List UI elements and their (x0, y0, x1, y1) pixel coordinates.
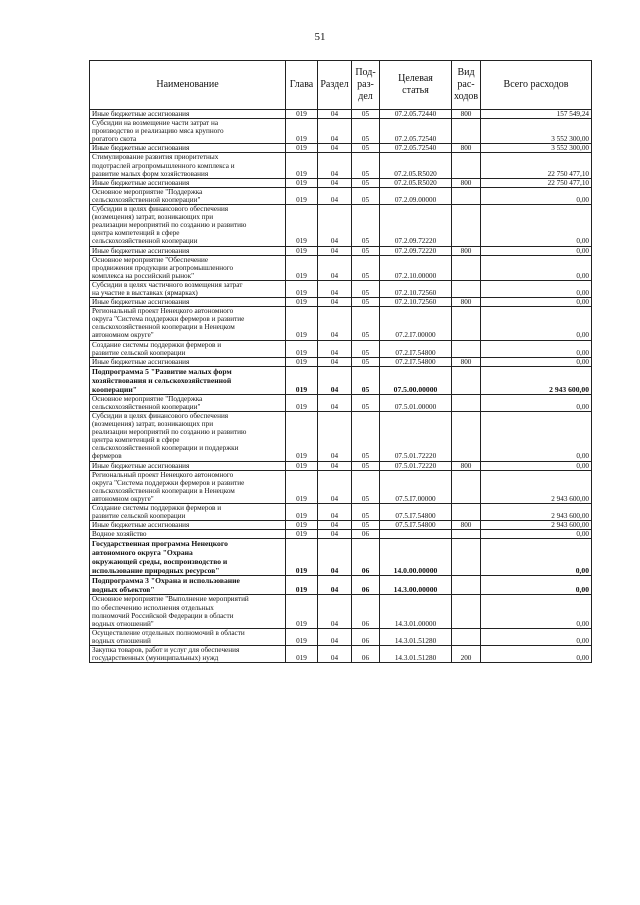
row-razdel: 04 (318, 412, 352, 462)
row-razdel: 04 (318, 470, 352, 503)
table-row (90, 340, 592, 357)
row-name: Иные бюджетные ассигнования (90, 298, 286, 307)
row-razdel: 04 (318, 366, 352, 394)
row-tselevaya-statya: 07.2.09.72220 (380, 205, 452, 246)
row-name: Создание системы поддержки фермеров и развитие сельской кооперации (90, 340, 286, 357)
row-tselevaya-statya: 14.3.01.51280 (380, 645, 452, 662)
row-vid-raskhodov (452, 205, 481, 246)
row-glava: 019 (286, 366, 318, 394)
row-razdel: 04 (318, 576, 352, 595)
table-row (90, 539, 592, 576)
row-total: 0,00 (481, 340, 592, 357)
row-vid-raskhodov: 200 (452, 645, 481, 662)
row-vid-raskhodov (452, 504, 481, 521)
row-name: Основное мероприятие "Поддержка сельскохозяйственной кооперации" (90, 394, 286, 411)
row-vid-raskhodov (452, 307, 481, 340)
row-total: 0,00 (481, 645, 592, 662)
header-tselevaya-statya: Целевая статья (380, 61, 452, 110)
row-razdel: 04 (318, 280, 352, 297)
row-total: 157 549,24 (481, 110, 592, 119)
row-tselevaya-statya: 14.3.01.00000 (380, 595, 452, 628)
row-razdel: 04 (318, 539, 352, 576)
row-podrazdel: 06 (352, 539, 380, 576)
row-name: Субсидии в целях частичного возмещения затрат на участие в выставках (ярмарках) (90, 280, 286, 297)
row-vid-raskhodov (452, 539, 481, 576)
row-name: Субсидии в целях финансового обеспечения (возмещения) затрат, возникающих при реализации мероприятий по созданию и развитию центра компетенций в сфере сельскохозяйственной кооперации (90, 205, 286, 246)
row-glava: 019 (286, 110, 318, 119)
table-row (90, 205, 592, 246)
row-razdel: 04 (318, 521, 352, 530)
table-row (90, 645, 592, 662)
row-podrazdel: 05 (352, 110, 380, 119)
row-total: 0,00 (481, 187, 592, 204)
row-vid-raskhodov (452, 576, 481, 595)
row-total: 0,00 (481, 461, 592, 470)
row-razdel: 04 (318, 205, 352, 246)
row-glava: 019 (286, 357, 318, 366)
row-total: 0,00 (481, 412, 592, 462)
row-glava: 019 (286, 576, 318, 595)
row-total: 3 552 300,00 (481, 119, 592, 144)
row-razdel: 04 (318, 144, 352, 153)
row-total: 22 750 477,10 (481, 178, 592, 187)
row-razdel: 04 (318, 595, 352, 628)
row-vid-raskhodov (452, 119, 481, 144)
row-razdel: 04 (318, 461, 352, 470)
row-vid-raskhodov (452, 366, 481, 394)
row-name: Основное мероприятие "Обеспечение продвижения продукции агропромышленного комплекса на российский рынок" (90, 255, 286, 280)
row-vid-raskhodov (452, 470, 481, 503)
row-vid-raskhodov: 800 (452, 521, 481, 530)
row-razdel: 04 (318, 298, 352, 307)
row-name: Региональный проект Ненецкого автономного округа "Система поддержки фермеров и развитие сельскохозяйственной кооперации в Ненецком автономном округе" (90, 470, 286, 503)
row-razdel: 04 (318, 307, 352, 340)
row-vid-raskhodov (452, 394, 481, 411)
row-vid-raskhodov: 800 (452, 357, 481, 366)
row-total: 0,00 (481, 628, 592, 645)
row-podrazdel: 05 (352, 340, 380, 357)
row-tselevaya-statya: 07.2.05.72540 (380, 119, 452, 144)
table-row (90, 110, 592, 119)
row-tselevaya-statya: 07.2.10.72560 (380, 280, 452, 297)
row-name: Иные бюджетные ассигнования (90, 246, 286, 255)
row-total: 0,00 (481, 595, 592, 628)
row-podrazdel: 05 (352, 298, 380, 307)
row-total: 0,00 (481, 394, 592, 411)
row-podrazdel: 05 (352, 280, 380, 297)
row-name: Региональный проект Ненецкого автономного округа "Система поддержки фермеров и развитие сельскохозяйственной кооперации в Ненецком автономном округе" (90, 307, 286, 340)
row-razdel: 04 (318, 246, 352, 255)
page-number: 51 (314, 31, 326, 43)
row-name: Осуществление отдельных полномочий в области водных отношений (90, 628, 286, 645)
row-total: 0,00 (481, 255, 592, 280)
row-glava: 019 (286, 255, 318, 280)
row-razdel: 04 (318, 530, 352, 539)
row-total: 0,00 (481, 307, 592, 340)
row-total: 2 943 600,00 (481, 366, 592, 394)
row-podrazdel: 05 (352, 153, 380, 178)
row-tselevaya-statya: 14.0.00.00000 (380, 539, 452, 576)
row-name: Водное хозяйство (90, 530, 286, 539)
row-glava: 019 (286, 470, 318, 503)
header-total: Всего расходов (481, 61, 592, 110)
row-podrazdel: 05 (352, 205, 380, 246)
row-podrazdel: 06 (352, 530, 380, 539)
row-razdel: 04 (318, 340, 352, 357)
row-glava: 019 (286, 280, 318, 297)
row-tselevaya-statya: 07.5.I7.00000 (380, 470, 452, 503)
header-name: Наименование (90, 61, 286, 110)
table-row (90, 461, 592, 470)
row-razdel: 04 (318, 110, 352, 119)
table-row (90, 394, 592, 411)
row-tselevaya-statya: 07.2.10.72560 (380, 298, 452, 307)
row-glava: 019 (286, 628, 318, 645)
row-podrazdel: 05 (352, 187, 380, 204)
table-row (90, 366, 592, 394)
row-vid-raskhodov: 800 (452, 110, 481, 119)
row-glava: 019 (286, 461, 318, 470)
row-name: Субсидии на возмещение части затрат на производство и реализацию мяса крупного рогатого скота (90, 119, 286, 144)
table-row (90, 521, 592, 530)
row-name: Иные бюджетные ассигнования (90, 178, 286, 187)
row-glava: 019 (286, 394, 318, 411)
budget-table (89, 60, 592, 663)
table-header-row (90, 61, 592, 110)
row-razdel: 04 (318, 504, 352, 521)
row-total: 0,00 (481, 576, 592, 595)
row-total: 0,00 (481, 530, 592, 539)
row-vid-raskhodov: 800 (452, 178, 481, 187)
table-row (90, 470, 592, 503)
row-name: Стимулирование развития приоритетных подотраслей агропромышленного комплекса и развитие малых форм хозяйствования (90, 153, 286, 178)
row-tselevaya-statya: 07.2.05.72540 (380, 144, 452, 153)
row-vid-raskhodov (452, 340, 481, 357)
row-glava: 019 (286, 530, 318, 539)
table-row (90, 412, 592, 462)
row-name: Иные бюджетные ассигнования (90, 357, 286, 366)
header-glava: Глава (286, 61, 318, 110)
row-tselevaya-statya: 07.5.01.72220 (380, 461, 452, 470)
row-razdel: 04 (318, 178, 352, 187)
row-vid-raskhodov: 800 (452, 298, 481, 307)
table-row (90, 280, 592, 297)
row-vid-raskhodov (452, 153, 481, 178)
row-glava: 019 (286, 298, 318, 307)
row-tselevaya-statya: 07.5.I7.54800 (380, 521, 452, 530)
row-tselevaya-statya: 14.3.01.51280 (380, 628, 452, 645)
row-glava: 019 (286, 119, 318, 144)
row-tselevaya-statya: 07.2.10.00000 (380, 255, 452, 280)
table-row (90, 595, 592, 628)
row-podrazdel: 05 (352, 504, 380, 521)
table-row (90, 357, 592, 366)
row-razdel: 04 (318, 119, 352, 144)
row-vid-raskhodov: 800 (452, 461, 481, 470)
row-name: Субсидии в целях финансового обеспечения (возмещения) затрат, возникающих при реализации мероприятий по созданию и развитию центра компетенций в сфере сельскохозяйственной кооперации и поддержки фермеров (90, 412, 286, 462)
row-razdel: 04 (318, 357, 352, 366)
row-name: Основное мероприятие "Поддержка сельскохозяйственной кооперации" (90, 187, 286, 204)
table-row (90, 178, 592, 187)
row-name: Государственная программа Ненецкого автономного округа "Охрана окружающей среды, воспроизводство и использование природных ресурсов" (90, 539, 286, 576)
row-name: Подпрограмма 5 "Развитие малых форм хозяйствования и сельскохозяйственной кооперации" (90, 366, 286, 394)
row-podrazdel: 06 (352, 576, 380, 595)
row-glava: 019 (286, 539, 318, 576)
row-podrazdel: 05 (352, 394, 380, 411)
row-total: 0,00 (481, 298, 592, 307)
row-tselevaya-statya: 07.2.05.R5020 (380, 153, 452, 178)
row-podrazdel: 06 (352, 595, 380, 628)
row-name: Подпрограмма 3 "Охрана и использование водных объектов" (90, 576, 286, 595)
row-name: Иные бюджетные ассигнования (90, 144, 286, 153)
row-glava: 019 (286, 521, 318, 530)
table-row (90, 153, 592, 178)
table-body (90, 110, 592, 663)
row-name: Иные бюджетные ассигнования (90, 110, 286, 119)
row-glava: 019 (286, 187, 318, 204)
row-tselevaya-statya: 07.5.01.00000 (380, 394, 452, 411)
row-podrazdel: 06 (352, 645, 380, 662)
row-podrazdel: 05 (352, 366, 380, 394)
table-row (90, 628, 592, 645)
row-vid-raskhodov (452, 255, 481, 280)
table-row (90, 576, 592, 595)
row-razdel: 04 (318, 394, 352, 411)
header-vid-raskhodov: Вид рас- ходов (452, 61, 481, 110)
row-total: 22 750 477,10 (481, 153, 592, 178)
row-glava: 019 (286, 246, 318, 255)
row-total: 0,00 (481, 205, 592, 246)
row-vid-raskhodov (452, 280, 481, 297)
row-name: Создание системы поддержки фермеров и развитие сельской кооперации (90, 504, 286, 521)
row-razdel: 04 (318, 153, 352, 178)
row-glava: 019 (286, 205, 318, 246)
row-razdel: 04 (318, 645, 352, 662)
row-podrazdel: 05 (352, 178, 380, 187)
row-razdel: 04 (318, 187, 352, 204)
row-podrazdel: 06 (352, 628, 380, 645)
row-total: 0,00 (481, 357, 592, 366)
row-podrazdel: 05 (352, 255, 380, 280)
row-tselevaya-statya: 07.2.09.72220 (380, 246, 452, 255)
row-glava: 019 (286, 153, 318, 178)
row-vid-raskhodov (452, 628, 481, 645)
row-glava: 019 (286, 144, 318, 153)
row-podrazdel: 05 (352, 307, 380, 340)
row-total: 0,00 (481, 280, 592, 297)
row-glava: 019 (286, 412, 318, 462)
row-razdel: 04 (318, 255, 352, 280)
row-tselevaya-statya: 07.2.05.R5020 (380, 178, 452, 187)
row-glava: 019 (286, 178, 318, 187)
row-podrazdel: 05 (352, 119, 380, 144)
row-podrazdel: 05 (352, 412, 380, 462)
row-vid-raskhodov (452, 530, 481, 539)
table-row (90, 144, 592, 153)
row-name: Закупка товаров, работ и услуг для обеспечения государственных (муниципальных) нужд (90, 645, 286, 662)
row-total: 3 552 300,00 (481, 144, 592, 153)
table-row (90, 246, 592, 255)
row-name: Иные бюджетные ассигнования (90, 461, 286, 470)
row-total: 0,00 (481, 246, 592, 255)
row-glava: 019 (286, 504, 318, 521)
row-total: 0,00 (481, 539, 592, 576)
table-row (90, 298, 592, 307)
row-razdel: 04 (318, 628, 352, 645)
row-total: 2 943 600,00 (481, 470, 592, 503)
row-podrazdel: 05 (352, 144, 380, 153)
row-vid-raskhodov (452, 412, 481, 462)
row-glava: 019 (286, 645, 318, 662)
row-glava: 019 (286, 595, 318, 628)
row-vid-raskhodov: 800 (452, 144, 481, 153)
row-total: 2 943 600,00 (481, 504, 592, 521)
row-podrazdel: 05 (352, 521, 380, 530)
row-tselevaya-statya: 07.2.09.00000 (380, 187, 452, 204)
table-row (90, 530, 592, 539)
row-podrazdel: 05 (352, 357, 380, 366)
table-row (90, 307, 592, 340)
table-row (90, 255, 592, 280)
row-tselevaya-statya: 14.3.00.00000 (380, 576, 452, 595)
row-tselevaya-statya: 07.2.05.72440 (380, 110, 452, 119)
row-tselevaya-statya: 07.5.00.00000 (380, 366, 452, 394)
row-tselevaya-statya: 07.2.I7.54800 (380, 340, 452, 357)
row-vid-raskhodov (452, 595, 481, 628)
row-vid-raskhodov: 800 (452, 246, 481, 255)
row-podrazdel: 05 (352, 246, 380, 255)
header-razdel: Раздел (318, 61, 352, 110)
row-total: 2 943 600,00 (481, 521, 592, 530)
row-vid-raskhodov (452, 187, 481, 204)
row-tselevaya-statya: 07.5.I7.54800 (380, 504, 452, 521)
row-podrazdel: 05 (352, 461, 380, 470)
header-podrazdel: Под- раз- дел (352, 61, 380, 110)
table-row (90, 504, 592, 521)
row-name: Иные бюджетные ассигнования (90, 521, 286, 530)
row-podrazdel: 05 (352, 470, 380, 503)
row-glava: 019 (286, 340, 318, 357)
row-glava: 019 (286, 307, 318, 340)
row-name: Основное мероприятие "Выполнение мероприятий по обеспечению исполнения отдельных полномочий Российской Федерации в области водных отношений" (90, 595, 286, 628)
row-tselevaya-statya: 07.5.01.72220 (380, 412, 452, 462)
row-tselevaya-statya: 07.2.I7.54800 (380, 357, 452, 366)
row-tselevaya-statya (380, 530, 452, 539)
table-row (90, 187, 592, 204)
table-row (90, 119, 592, 144)
row-tselevaya-statya: 07.2.I7.00000 (380, 307, 452, 340)
